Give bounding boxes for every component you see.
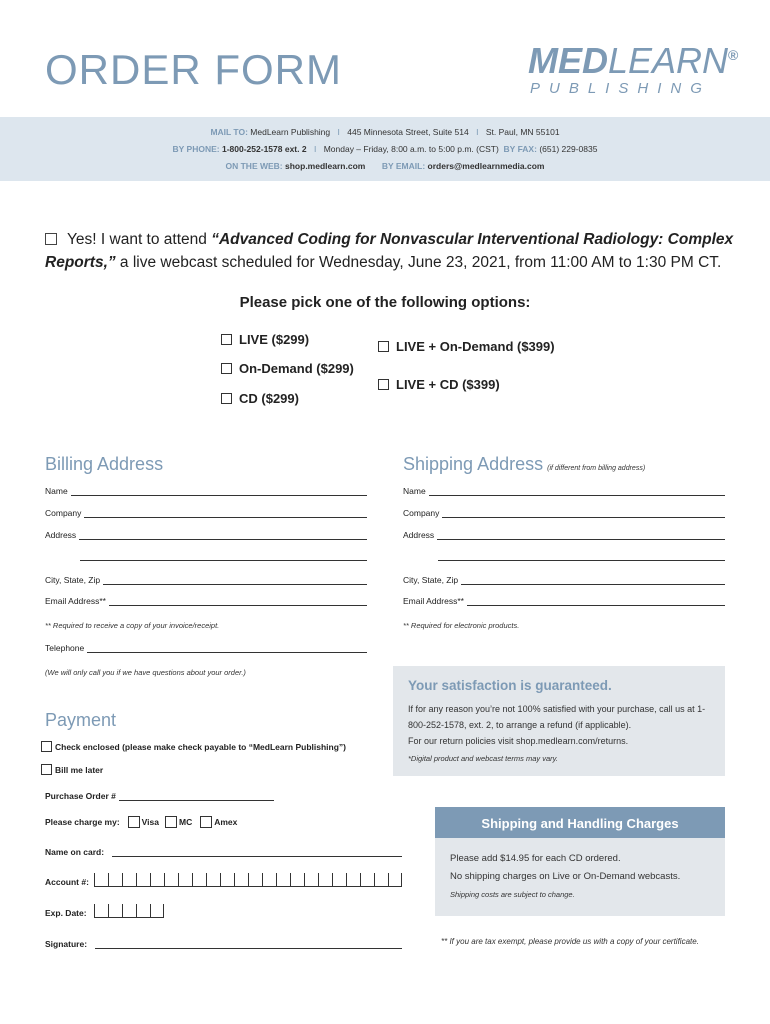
digit-box[interactable] — [178, 873, 192, 887]
digit-box[interactable] — [192, 873, 206, 887]
shipping-heading-row — [403, 454, 645, 475]
digit-box[interactable] — [290, 873, 304, 887]
digit-box[interactable] — [94, 873, 108, 887]
checkbox[interactable] — [41, 741, 52, 752]
contact-band — [0, 117, 770, 181]
field-label: Address — [45, 530, 77, 540]
billing-name-field[interactable] — [45, 486, 367, 496]
shipping-city-field[interactable] — [403, 575, 725, 585]
yes-checkbox[interactable] — [45, 233, 57, 245]
shipping-note: Shipping costs are subject to change. — [450, 890, 575, 899]
input-line[interactable] — [103, 575, 367, 585]
billing-company-field[interactable] — [45, 508, 367, 518]
shipping-company-field[interactable] — [403, 508, 725, 518]
digit-box[interactable] — [262, 873, 276, 887]
digit-box[interactable] — [150, 904, 164, 918]
digit-box[interactable] — [164, 873, 178, 887]
telephone-note: (We will only call you if we have questions about your order.) — [45, 668, 246, 677]
input-line[interactable] — [437, 530, 725, 540]
visa-checkbox[interactable] — [128, 816, 140, 828]
field-label: Address — [403, 530, 435, 540]
digit-box[interactable] — [108, 873, 122, 887]
mail-street: 445 Minnesota Street, Suite 514 — [347, 127, 469, 137]
mail-label: MAIL TO: — [210, 127, 248, 137]
name-on-card-field[interactable] — [45, 847, 402, 857]
offer-statement — [45, 228, 745, 274]
field-label: Purchase Order # — [45, 791, 116, 801]
webcast-shipping-text: No shipping charges on Live or On-Demand webcasts. — [450, 871, 681, 882]
logo-med: MED — [528, 40, 608, 81]
exp-date-label: Exp. Date: — [45, 908, 87, 918]
phone-label: BY PHONE: — [172, 144, 220, 154]
option-live[interactable] — [221, 332, 309, 347]
options-heading: Please pick one of the following options: — [239, 294, 531, 311]
cd-shipping-text: Please add $14.95 for each CD ordered. — [450, 853, 621, 864]
option-live-on-demand[interactable] — [378, 339, 555, 354]
field-label: Name — [403, 486, 426, 496]
input-line[interactable] — [87, 643, 367, 653]
logo-publishing: PUBLISHING — [530, 80, 711, 97]
input-line[interactable] — [71, 486, 367, 496]
purchase-order-field[interactable] — [45, 791, 274, 801]
bill-later-option[interactable] — [41, 764, 103, 775]
satisfaction-text: If for any reason you’re not 100% satisfied with your purchase, call us at 1-800-252-1578, ext. 2, to arrange a refund (if applicable). — [408, 704, 706, 730]
option-live-cd[interactable] — [378, 377, 500, 392]
page-title: ORDER FORM — [45, 46, 342, 93]
shipping-charges-box — [435, 807, 725, 916]
input-line[interactable] — [109, 596, 367, 606]
billing-heading: Billing Address — [45, 454, 164, 474]
option-label: Check enclosed (please make check payable to “MedLearn Publishing”) — [55, 741, 346, 752]
checkbox[interactable] — [378, 379, 389, 390]
returns-text: For our return policies visit shop.medlearn.com/returns. — [408, 736, 629, 746]
digit-box[interactable] — [304, 873, 318, 887]
satisfaction-box — [393, 666, 725, 776]
digit-box[interactable] — [388, 873, 402, 887]
digit-box[interactable] — [234, 873, 248, 887]
input-line[interactable] — [79, 530, 367, 540]
shipping-email-field[interactable] — [403, 596, 725, 606]
checkbox[interactable] — [221, 363, 232, 374]
shipping-charges-heading: Shipping and Handling Charges — [435, 807, 725, 838]
tax-exempt-note: ** If you are tax exempt, please provide us with a copy of your certificate. — [441, 937, 699, 946]
input-line[interactable] — [112, 847, 402, 857]
option-cd[interactable] — [221, 391, 299, 406]
field-label: City, State, Zip — [403, 575, 459, 585]
digit-box[interactable] — [346, 873, 360, 887]
visa-label: Visa — [141, 817, 159, 827]
digit-box[interactable] — [248, 873, 262, 887]
shipping-name-field[interactable] — [403, 486, 725, 496]
shipping-heading-note: (if different from billing address) — [547, 465, 646, 472]
separator: I — [313, 144, 317, 154]
field-label: Telephone — [45, 643, 85, 653]
input-line[interactable] — [95, 939, 402, 949]
option-label: LIVE ($299) — [239, 332, 310, 347]
shipping-heading: Shipping Address — [403, 454, 544, 474]
input-line[interactable] — [461, 575, 725, 585]
digit-box[interactable] — [122, 873, 136, 887]
satisfaction-note: *Digital product and webcast terms may vary. — [408, 754, 558, 763]
field-label: Company — [45, 508, 82, 518]
digit-box[interactable] — [150, 873, 164, 887]
billing-address-line2[interactable] — [80, 560, 367, 561]
checkbox[interactable] — [41, 764, 52, 775]
charge-label: Please charge my: — [45, 817, 120, 827]
digit-box[interactable] — [374, 873, 388, 887]
option-label: CD ($299) — [239, 391, 299, 406]
contact-mail-line — [0, 127, 770, 137]
billing-email-field[interactable] — [45, 596, 367, 606]
account-label: Account #: — [45, 877, 89, 887]
digit-box[interactable] — [276, 873, 290, 887]
signature-field[interactable] — [45, 939, 402, 949]
satisfaction-heading: Your satisfaction is guaranteed. — [408, 678, 612, 693]
digit-box[interactable] — [108, 904, 122, 918]
digit-box[interactable] — [318, 873, 332, 887]
option-label: On-Demand ($299) — [239, 361, 354, 376]
shipping-email-note: ** Required for electronic products. — [403, 621, 520, 630]
contact-web-line — [0, 161, 770, 171]
digit-box[interactable] — [206, 873, 220, 887]
mc-label: MC — [179, 817, 193, 827]
option-label: LIVE + On-Demand ($399) — [396, 339, 555, 354]
field-label: Email Address** — [403, 596, 464, 606]
fax-label: BY FAX: — [503, 144, 537, 154]
exp-date-boxes[interactable] — [94, 904, 164, 918]
digit-box[interactable] — [332, 873, 346, 887]
digit-box[interactable] — [360, 873, 374, 887]
separator: I — [337, 127, 340, 137]
logo-learn: LEARN — [608, 40, 729, 81]
account-number-boxes[interactable] — [94, 873, 402, 887]
billing-address-field[interactable] — [45, 530, 367, 540]
digit-box[interactable] — [220, 873, 234, 887]
option-on-demand[interactable] — [221, 361, 354, 376]
field-label: Email Address** — [45, 596, 106, 606]
check-enclosed-option[interactable] — [41, 741, 346, 752]
field-label: Company — [403, 508, 440, 518]
field-label: Name — [45, 486, 68, 496]
digit-box[interactable] — [122, 904, 136, 918]
checkbox[interactable] — [378, 341, 389, 352]
field-label: Name on card: — [45, 847, 105, 857]
checkbox[interactable] — [221, 393, 232, 404]
mail-city: St. Paul, MN 55101 — [485, 127, 560, 137]
contact-phone-line — [0, 144, 770, 154]
email-label: BY EMAIL: — [381, 161, 426, 171]
digit-box[interactable] — [136, 873, 150, 887]
shipping-address-field[interactable] — [403, 530, 725, 540]
mail-name: MedLearn Publishing — [250, 127, 331, 137]
mc-checkbox[interactable] — [165, 816, 177, 828]
field-label: Signature: — [45, 939, 88, 949]
offer-suffix: a live webcast scheduled for Wednesday, June 23, 2021, from 11:00 AM to 1:30 PM CT. — [115, 254, 722, 271]
input-line[interactable] — [467, 596, 725, 606]
medlearn-logo — [528, 40, 738, 82]
fax-number: (651) 229-0835 — [539, 144, 598, 154]
logo-registered: ® — [728, 47, 739, 63]
amex-checkbox[interactable] — [200, 816, 212, 828]
input-line[interactable] — [119, 791, 274, 801]
phone-number: 1-800-252-1578 ext. 2 — [221, 144, 307, 154]
payment-heading: Payment — [45, 710, 117, 730]
web-link[interactable]: shop.medlearn.com — [285, 161, 366, 171]
amex-label: Amex — [214, 817, 238, 827]
checkbox[interactable] — [221, 334, 232, 345]
charge-row — [45, 816, 237, 828]
input-line[interactable] — [429, 486, 725, 496]
shipping-address-line2[interactable] — [438, 560, 725, 561]
input-line[interactable] — [442, 508, 725, 518]
email-link[interactable]: orders@medlearnmedia.com — [427, 161, 545, 171]
field-label: City, State, Zip — [45, 575, 101, 585]
offer-prefix: Yes! I want to attend — [67, 231, 212, 248]
separator: I — [476, 127, 479, 137]
billing-city-field[interactable] — [45, 575, 367, 585]
billing-email-note: ** Required to receive a copy of your invoice/receipt. — [45, 621, 220, 630]
webinar-title: “Advanced Coding for Nonvascular Interventional Radiology: Complex Reports,” — [45, 231, 734, 271]
phone-hours: Monday – Friday, 8:00 a.m. to 5:00 p.m. (CST) — [323, 144, 499, 154]
digit-box[interactable] — [136, 904, 150, 918]
input-line[interactable] — [84, 508, 367, 518]
option-label: LIVE + CD ($399) — [396, 377, 500, 392]
digit-box[interactable] — [94, 904, 108, 918]
web-label: ON THE WEB: — [225, 161, 283, 171]
option-label: Bill me later — [55, 764, 104, 775]
billing-telephone-field[interactable] — [45, 643, 367, 653]
